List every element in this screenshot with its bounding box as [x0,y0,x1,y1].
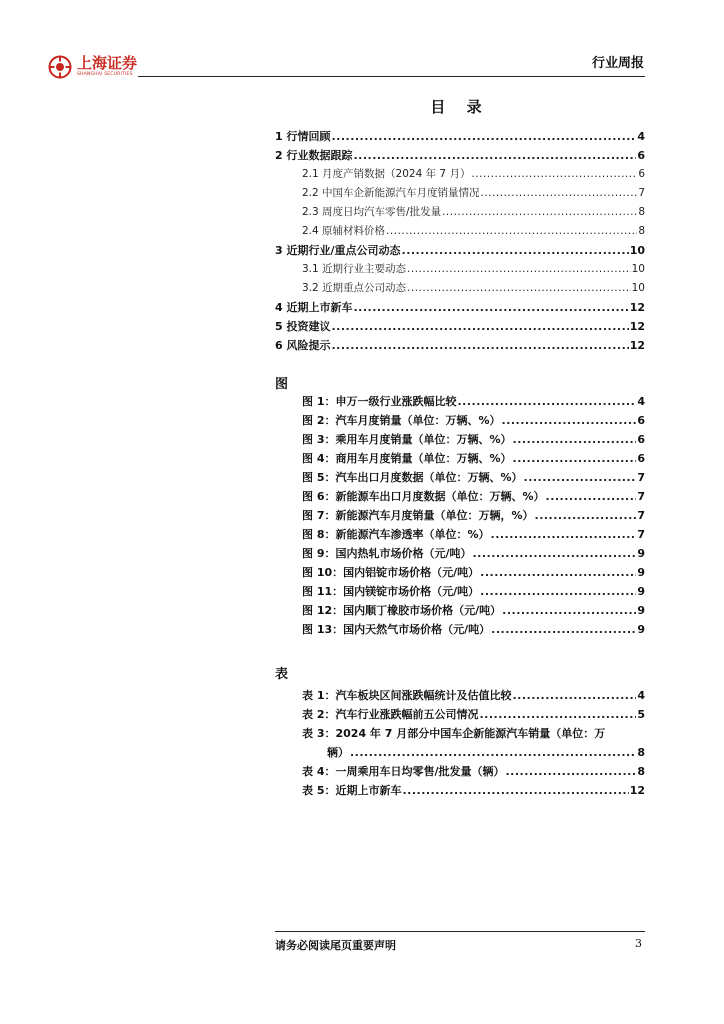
table-entry[interactable] [302,763,645,779]
leader-dots [506,765,637,778]
leader-dots [513,433,637,446]
toc-entry-label: 2.1 月度产销数据（2024 年 7 月） [302,168,471,180]
leader-dots [386,225,637,237]
figure-entry-page: 7 [637,490,645,503]
figure-entry-label: 图 3：乘用车月度销量（单位：万辆、%） [302,433,512,446]
leader-dots [407,263,631,275]
leader-dots [512,689,636,702]
leader-dots [481,187,638,199]
figure-entry-page: 9 [637,604,645,617]
leader-dots [471,168,637,180]
figure-entry-page: 4 [637,395,645,408]
toc-entry[interactable] [302,185,645,200]
toc-entry-label: 6 风险提示 [275,339,331,352]
table-entry-page: 12 [629,784,645,797]
figure-entry-label: 图 9：国内热轧市场价格（元/吨） [302,547,472,560]
figure-entry-page: 7 [637,528,645,541]
toc-entry[interactable] [275,337,645,353]
toc-entry[interactable] [302,166,645,181]
figure-entry[interactable] [302,450,645,466]
figure-entry-label: 图 2：汽车月度销量（单位：万辆、%） [302,414,501,427]
table-entry-label: 表 3：2024 年 7 月部分中国车企新能源汽车销量（单位：万 [302,727,606,740]
header-divider [138,76,645,77]
toc-entry-label: 4 近期上市新车 [275,301,353,314]
toc-title: 目 录 [430,98,490,116]
table-entry[interactable] [302,687,645,703]
company-logo [48,55,137,79]
leader-dots [402,244,629,257]
footer-divider [275,931,645,932]
figure-entry[interactable] [302,621,645,637]
toc-entry-page: 10 [631,263,645,275]
leader-dots [331,130,636,143]
toc-entry-label: 3.2 近期重点公司动态 [302,282,407,294]
figure-entry[interactable] [302,412,645,428]
figure-entry-label: 图 8：新能源汽车渗透率（单位：%） [302,528,490,541]
figures-heading: 图 [275,377,289,392]
figure-entry-label: 图 13：国内天然气市场价格（元/吨） [302,623,491,636]
toc-entry-label: 5 投资建议 [275,320,331,333]
figure-entry[interactable] [302,583,645,599]
toc-entry-page: 10 [631,282,645,294]
figure-entry[interactable] [302,469,645,485]
table-entry-label: 表 5：近期上市新车 [302,784,402,797]
leader-dots [480,585,636,598]
toc-entry-label: 1 行情回顾 [275,130,331,143]
footer-disclaimer: 请务必阅读尾页重要声明 [275,939,396,952]
figure-entry-page: 7 [637,509,645,522]
table-entry-label: 表 1：汽车板块区间涨跌幅统计及估值比较 [302,689,512,702]
toc-entry-label: 2.3 周度日均汽车零售/批发量 [302,206,442,218]
leader-dots [331,339,628,352]
report-type: 行业周报 [591,56,644,71]
figure-entry-label: 图 1：申万一级行业涨跌幅比较 [302,395,457,408]
leader-dots [407,282,631,294]
table-entry[interactable] [302,706,645,722]
table-entry[interactable] [302,782,645,798]
toc-entry-label: 2.2 中国车企新能源汽车月度销量情况 [302,187,480,199]
toc-entry-page: 8 [638,206,645,218]
table-entry-page: 8 [637,746,645,759]
toc-entry-page: 12 [629,301,645,314]
figure-entry-page: 6 [637,414,645,427]
table-entry-wrapped[interactable] [302,725,645,741]
logo-name-cn: 上海证券 [77,54,138,73]
figure-entry-label: 图 11：国内镁锭市场价格（元/吨） [302,585,480,598]
toc-entry-page: 12 [629,339,645,352]
toc-entry[interactable] [302,280,645,295]
logo-emblem-icon [48,55,72,79]
figure-entry-label: 图 4：商用车月度销量（单位：万辆、%） [302,452,512,465]
leader-dots [491,528,637,541]
tables-heading: 表 [275,667,289,682]
table-entry-label-cont: 辆） [327,746,349,759]
figure-entry-label: 图 6：新能源车出口月度数据（单位：万辆、%） [302,490,545,503]
figure-entry-page: 7 [637,471,645,484]
logo-name-en: SHANGHAI SECURITIES [77,72,133,78]
figure-entry-page: 9 [637,623,645,636]
toc-entry[interactable] [275,318,645,334]
leader-dots [350,746,636,759]
toc-entry-page: 4 [637,130,645,143]
figure-entry-label: 图 12：国内顺丁橡胶市场价格（元/吨） [302,604,502,617]
toc-entry-page: 6 [638,168,645,180]
toc-entry[interactable] [275,242,645,258]
toc-entry-page: 12 [629,320,645,333]
toc-entry[interactable] [275,128,645,144]
leader-dots [353,301,628,314]
figure-entry[interactable] [302,507,645,523]
table-entry-label: 表 2：汽车行业涨跌幅前五公司情况 [302,708,479,721]
figure-entry[interactable] [302,488,645,504]
figure-entry-label: 图 5：汽车出口月度数据（单位：万辆、%） [302,471,523,484]
figure-entry-label: 图 7：新能源汽车月度销量（单位：万辆，%） [302,509,534,522]
table-entry-continuation[interactable] [327,744,645,760]
table-entry-label: 表 4：一周乘用车日均零售/批发量（辆） [302,765,505,778]
toc-entry-page: 10 [629,244,645,257]
table-entry-page: 4 [637,689,645,702]
leader-dots [546,490,637,503]
leader-dots [502,604,636,617]
toc-entry-label: 2 行业数据跟踪 [275,149,353,162]
figure-entry-page: 9 [637,585,645,598]
figure-entry-label: 图 10：国内铝锭市场价格（元/吨） [302,566,480,579]
toc-entry-label: 3 近期行业/重点公司动态 [275,244,401,257]
toc-entry[interactable] [302,223,645,238]
toc-entry-label: 2.4 原辅材料价格 [302,225,386,237]
leader-dots [402,784,628,797]
leader-dots [480,566,636,579]
toc-entry[interactable] [302,204,645,219]
figure-entry-page: 6 [637,433,645,446]
toc-entry[interactable] [275,299,645,315]
leader-dots [502,414,637,427]
table-entry-page: 8 [637,765,645,778]
figure-entry[interactable] [302,526,645,542]
toc-entry-page: 6 [637,149,645,162]
leader-dots [513,452,637,465]
leader-dots [491,623,636,636]
leader-dots [353,149,636,162]
figure-entry[interactable] [302,545,645,561]
figure-entry[interactable] [302,602,645,618]
toc-entry-label: 3.1 近期行业主要动态 [302,263,407,275]
toc-entry[interactable] [275,147,645,163]
toc-entry[interactable] [302,261,645,276]
leader-dots [442,206,637,218]
figure-entry-page: 9 [637,547,645,560]
leader-dots [524,471,637,484]
table-entry-page: 5 [637,708,645,721]
figure-entry[interactable] [302,564,645,580]
leader-dots [331,320,628,333]
leader-dots [535,509,637,522]
page-number: 3 [635,937,642,950]
figure-entry-page: 9 [637,566,645,579]
leader-dots [457,395,636,408]
leader-dots [479,708,636,721]
leader-dots [473,547,637,560]
figure-entry[interactable] [302,393,645,409]
toc-entry-page: 7 [638,187,645,199]
figure-entry[interactable] [302,431,645,447]
toc-entry-page: 8 [638,225,645,237]
figure-entry-page: 6 [637,452,645,465]
